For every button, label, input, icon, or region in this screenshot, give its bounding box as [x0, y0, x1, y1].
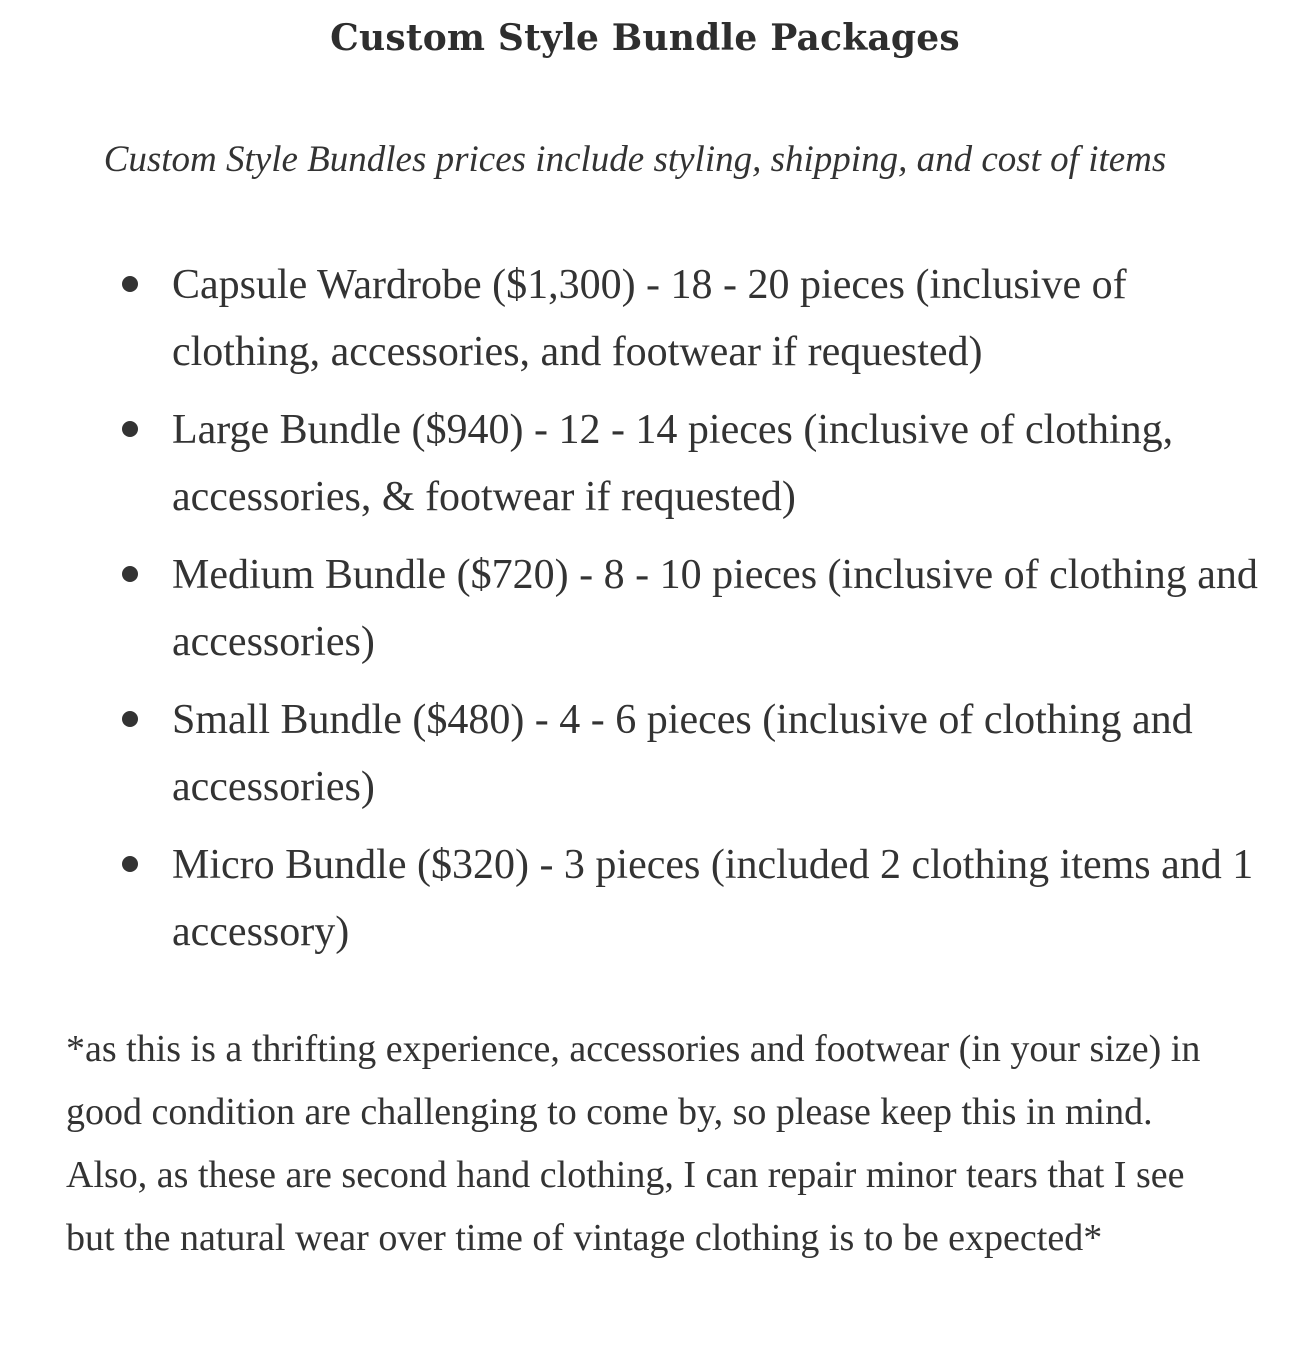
bundle-item-medium [0, 542, 1260, 676]
bundle-item-text: Large Bundle ($940) - 12 - 14 pieces (inclusive of clothing, accessories, & footwear if requested) [172, 407, 1174, 520]
bullet-icon [122, 276, 138, 292]
page-subtitle: Custom Style Bundles prices include styling, shipping, and cost of items [103, 139, 1167, 180]
bundle-item-large [0, 397, 1260, 531]
bundle-item-capsule-wardrobe [0, 252, 1260, 386]
bundle-list [0, 252, 1260, 977]
bullet-icon [122, 421, 138, 437]
bundle-item-text: Medium Bundle ($720) - 8 - 10 pieces (inclusive of clothing and accessories) [172, 552, 1258, 665]
bundle-item-text: Capsule Wardrobe ($1,300) - 18 - 20 pieces (inclusive of clothing, accessories, and footwear if requested) [172, 262, 1127, 375]
bullet-icon [122, 566, 138, 582]
footnote: *as this is a thrifting experience, accessories and footwear (in your size) in good condition are challenging to come by, so please keep this in mind. Also, as these are second hand clothing, I can repair minor tears that I see but the natural wear over time of vintage clothing is to be expected* [66, 1028, 1201, 1259]
page-title: Custom Style Bundle Packages [330, 17, 960, 59]
bullet-icon [122, 856, 138, 872]
bundle-item-text: Micro Bundle ($320) - 3 pieces (included 2 clothing items and 1 accessory) [172, 842, 1254, 955]
bullet-icon [122, 711, 138, 727]
bundle-item-text: Small Bundle ($480) - 4 - 6 pieces (inclusive of clothing and accessories) [172, 697, 1193, 810]
bundle-item-micro [0, 832, 1260, 966]
bundle-item-small [0, 687, 1260, 821]
